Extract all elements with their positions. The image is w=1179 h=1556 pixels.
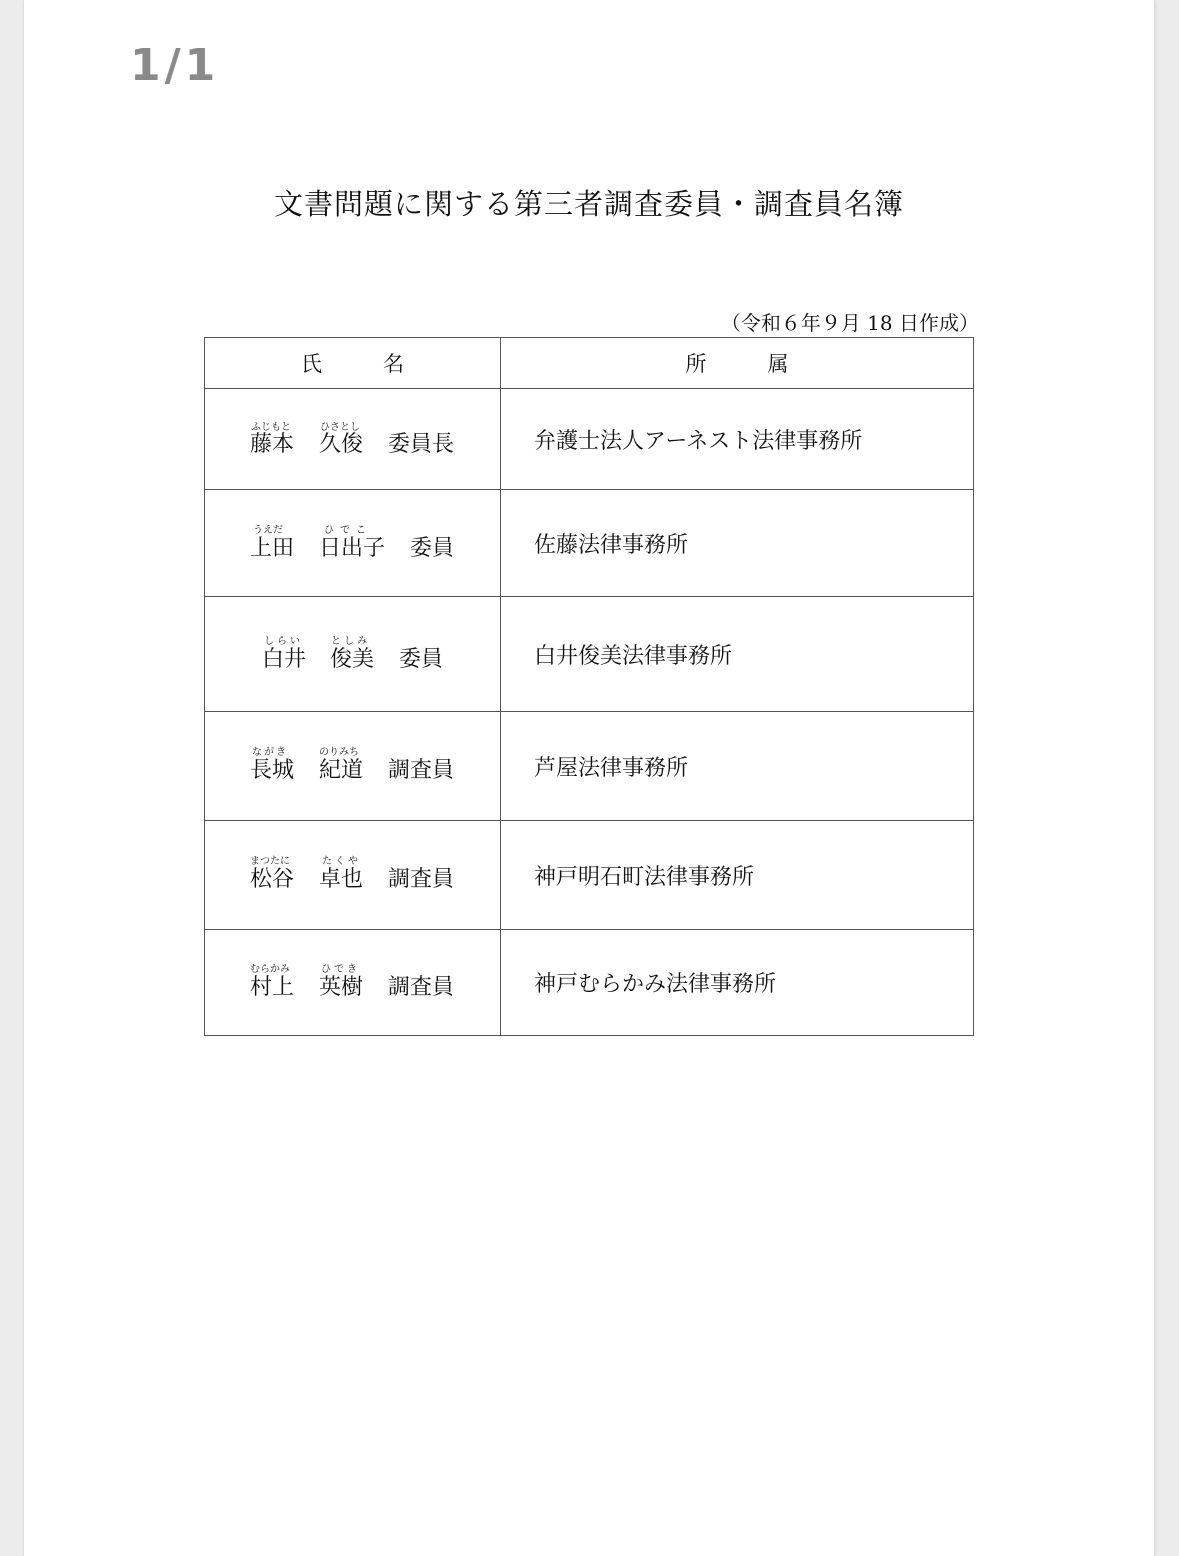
page-indicator: 1/1 — [130, 40, 220, 91]
surname: 白井 — [262, 647, 307, 672]
affiliation-cell: 芦屋法律事務所 — [501, 712, 974, 821]
member-role: 委員 — [410, 536, 455, 561]
document-page — [24, 0, 1154, 1556]
table-row — [205, 821, 974, 930]
given-name-ruby: ひさとし — [320, 422, 360, 433]
given-name-ruby: ひでこ — [324, 525, 372, 536]
name-cell — [205, 597, 501, 712]
table-header-row — [205, 338, 974, 389]
given-name: 英樹 — [319, 975, 364, 1000]
given-name: 卓也 — [319, 867, 364, 892]
surname: 藤本 — [250, 432, 295, 457]
given-name: 日出子 — [319, 536, 386, 561]
surname-ruby: しらい — [264, 636, 303, 647]
surname: 松谷 — [250, 867, 295, 892]
given-name-ruby: たくや — [322, 856, 361, 867]
given-name-ruby: としみ — [331, 636, 370, 647]
name-cell — [205, 930, 501, 1036]
table-row — [205, 389, 974, 490]
name-cell — [205, 490, 501, 597]
affiliation-cell: 神戸むらかみ法律事務所 — [501, 930, 974, 1036]
surname: 上田 — [250, 536, 295, 561]
table-row — [205, 490, 974, 597]
table-row — [205, 712, 974, 821]
given-name: 紀道 — [319, 758, 364, 783]
surname-ruby: うえだ — [253, 525, 283, 536]
surname-ruby: まつたに — [250, 856, 290, 867]
given-name-ruby: のりみち — [319, 747, 359, 758]
table-row — [205, 597, 974, 712]
member-roster-table — [204, 337, 974, 1036]
affiliation-cell: 佐藤法律事務所 — [501, 490, 974, 597]
affiliation-cell: 神戸明石町法律事務所 — [501, 821, 974, 930]
affiliation-cell: 白井俊美法律事務所 — [501, 597, 974, 712]
given-name: 久俊 — [319, 432, 364, 457]
surname: 長城 — [250, 758, 295, 783]
member-role: 委員長 — [388, 432, 455, 457]
table-row — [205, 930, 974, 1036]
document-title: 文書問題に関する第三者調査委員・調査員名簿 — [273, 187, 904, 221]
surname-ruby: むらかみ — [250, 964, 290, 975]
member-role: 委員 — [399, 647, 444, 672]
affiliation-cell: 弁護士法人アーネスト法律事務所 — [501, 389, 974, 490]
header-name: 氏 名 — [205, 338, 501, 389]
document-date: （令和６年９月 18 日作成） — [720, 311, 979, 335]
name-cell — [205, 712, 501, 821]
given-name: 俊美 — [330, 647, 375, 672]
name-cell — [205, 821, 501, 930]
given-name-ruby: ひでき — [321, 964, 360, 975]
surname-ruby: ながき — [252, 747, 288, 758]
surname: 村上 — [250, 975, 295, 1000]
member-role: 調査員 — [388, 867, 455, 892]
member-role: 調査員 — [388, 758, 455, 783]
header-affiliation: 所 属 — [501, 338, 974, 389]
name-cell — [205, 389, 501, 490]
member-role: 調査員 — [388, 975, 455, 1000]
surname-ruby: ふじもと — [251, 422, 291, 433]
